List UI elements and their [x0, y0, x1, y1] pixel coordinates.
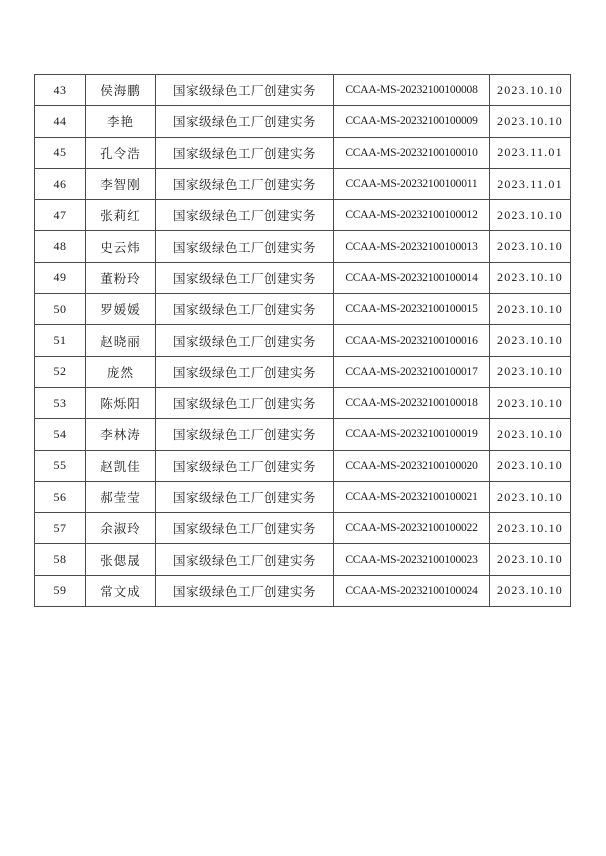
table-row [35, 419, 571, 450]
course-name-cell: 国家级绿色工厂创建实务 [156, 106, 334, 137]
row-index-cell: 56 [35, 481, 86, 512]
person-name-cell: 罗媛媛 [86, 294, 156, 325]
certificate-number-cell: CCAA-MS-20232100100014 [334, 262, 490, 293]
certificate-number-cell: CCAA-MS-20232100100013 [334, 231, 490, 262]
records-table-body [35, 75, 571, 607]
course-name-cell: 国家级绿色工厂创建实务 [156, 481, 334, 512]
table-row [35, 450, 571, 481]
person-name-cell: 郝莹莹 [86, 481, 156, 512]
date-cell: 2023.10.10 [490, 106, 571, 137]
course-name-cell: 国家级绿色工厂创建实务 [156, 200, 334, 231]
certificate-number-cell: CCAA-MS-20232100100020 [334, 450, 490, 481]
date-cell: 2023.11.01 [490, 137, 571, 168]
person-name-cell: 李智刚 [86, 168, 156, 199]
date-cell: 2023.10.10 [490, 481, 571, 512]
table-row [35, 262, 571, 293]
row-index-cell: 49 [35, 262, 86, 293]
course-name-cell: 国家级绿色工厂创建实务 [156, 513, 334, 544]
date-cell: 2023.10.10 [490, 419, 571, 450]
row-index-cell: 55 [35, 450, 86, 481]
certificate-number-cell: CCAA-MS-20232100100010 [334, 137, 490, 168]
person-name-cell: 赵晓丽 [86, 325, 156, 356]
row-index-cell: 51 [35, 325, 86, 356]
course-name-cell: 国家级绿色工厂创建实务 [156, 294, 334, 325]
course-name-cell: 国家级绿色工厂创建实务 [156, 450, 334, 481]
person-name-cell: 董粉玲 [86, 262, 156, 293]
row-index-cell: 43 [35, 75, 86, 106]
row-index-cell: 58 [35, 544, 86, 575]
certificate-number-cell: CCAA-MS-20232100100012 [334, 200, 490, 231]
course-name-cell: 国家级绿色工厂创建实务 [156, 137, 334, 168]
date-cell: 2023.10.10 [490, 387, 571, 418]
row-index-cell: 57 [35, 513, 86, 544]
date-cell: 2023.11.01 [490, 168, 571, 199]
table-row [35, 544, 571, 575]
row-index-cell: 50 [35, 294, 86, 325]
person-name-cell: 庞然 [86, 356, 156, 387]
course-name-cell: 国家级绿色工厂创建实务 [156, 231, 334, 262]
certificate-number-cell: CCAA-MS-20232100100011 [334, 168, 490, 199]
row-index-cell: 52 [35, 356, 86, 387]
course-name-cell: 国家级绿色工厂创建实务 [156, 75, 334, 106]
date-cell: 2023.10.10 [490, 450, 571, 481]
row-index-cell: 44 [35, 106, 86, 137]
person-name-cell: 李林涛 [86, 419, 156, 450]
certificate-number-cell: CCAA-MS-20232100100016 [334, 325, 490, 356]
certificate-number-cell: CCAA-MS-20232100100019 [334, 419, 490, 450]
table-row [35, 356, 571, 387]
date-cell: 2023.10.10 [490, 356, 571, 387]
table-row [35, 231, 571, 262]
table-row [35, 106, 571, 137]
certificate-number-cell: CCAA-MS-20232100100008 [334, 75, 490, 106]
certificate-number-cell: CCAA-MS-20232100100017 [334, 356, 490, 387]
row-index-cell: 45 [35, 137, 86, 168]
table-row [35, 75, 571, 106]
table-row [35, 294, 571, 325]
table-row [35, 387, 571, 418]
course-name-cell: 国家级绿色工厂创建实务 [156, 325, 334, 356]
certificate-number-cell: CCAA-MS-20232100100009 [334, 106, 490, 137]
course-name-cell: 国家级绿色工厂创建实务 [156, 575, 334, 606]
date-cell: 2023.10.10 [490, 544, 571, 575]
date-cell: 2023.10.10 [490, 200, 571, 231]
course-name-cell: 国家级绿色工厂创建实务 [156, 544, 334, 575]
records-table [34, 74, 571, 607]
row-index-cell: 47 [35, 200, 86, 231]
person-name-cell: 常文成 [86, 575, 156, 606]
person-name-cell: 孔令浩 [86, 137, 156, 168]
certificate-number-cell: CCAA-MS-20232100100023 [334, 544, 490, 575]
certificate-number-cell: CCAA-MS-20232100100024 [334, 575, 490, 606]
date-cell: 2023.10.10 [490, 262, 571, 293]
course-name-cell: 国家级绿色工厂创建实务 [156, 168, 334, 199]
course-name-cell: 国家级绿色工厂创建实务 [156, 262, 334, 293]
person-name-cell: 赵凯佳 [86, 450, 156, 481]
certificate-number-cell: CCAA-MS-20232100100015 [334, 294, 490, 325]
table-row [35, 481, 571, 512]
date-cell: 2023.10.10 [490, 513, 571, 544]
table-row [35, 168, 571, 199]
row-index-cell: 54 [35, 419, 86, 450]
date-cell: 2023.10.10 [490, 294, 571, 325]
date-cell: 2023.10.10 [490, 575, 571, 606]
certificate-number-cell: CCAA-MS-20232100100021 [334, 481, 490, 512]
date-cell: 2023.10.10 [490, 325, 571, 356]
row-index-cell: 53 [35, 387, 86, 418]
person-name-cell: 张莉红 [86, 200, 156, 231]
table-row [35, 325, 571, 356]
date-cell: 2023.10.10 [490, 231, 571, 262]
row-index-cell: 59 [35, 575, 86, 606]
person-name-cell: 李艳 [86, 106, 156, 137]
course-name-cell: 国家级绿色工厂创建实务 [156, 419, 334, 450]
person-name-cell: 余淑玲 [86, 513, 156, 544]
table-row [35, 200, 571, 231]
course-name-cell: 国家级绿色工厂创建实务 [156, 356, 334, 387]
person-name-cell: 侯海鹏 [86, 75, 156, 106]
date-cell: 2023.10.10 [490, 75, 571, 106]
row-index-cell: 48 [35, 231, 86, 262]
course-name-cell: 国家级绿色工厂创建实务 [156, 387, 334, 418]
table-row [35, 513, 571, 544]
person-name-cell: 史云炜 [86, 231, 156, 262]
row-index-cell: 46 [35, 168, 86, 199]
certificate-number-cell: CCAA-MS-20232100100018 [334, 387, 490, 418]
table-row [35, 137, 571, 168]
certificate-number-cell: CCAA-MS-20232100100022 [334, 513, 490, 544]
person-name-cell: 陈烁阳 [86, 387, 156, 418]
table-row [35, 575, 571, 606]
person-name-cell: 张偲晟 [86, 544, 156, 575]
